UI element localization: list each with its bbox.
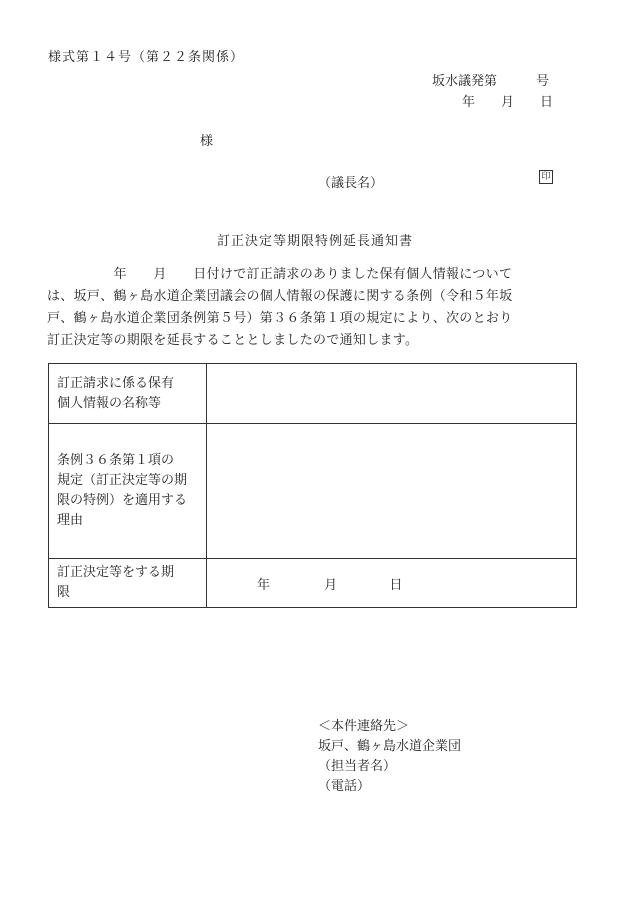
- contact-organization: 坂戸、鶴ヶ島水道企業団: [318, 739, 462, 754]
- contact-heading: ＜本件連絡先＞: [318, 719, 410, 734]
- form-number: 様式第１４号（第２２条関係）: [48, 50, 245, 65]
- chairperson-name: （議長名）: [318, 176, 384, 191]
- document-number: 坂水議発第 号: [432, 74, 550, 89]
- contact-phone: （電話）: [318, 779, 371, 794]
- row-value-reason: [207, 424, 577, 559]
- table-row: [49, 424, 577, 559]
- contact-person: （担当者名）: [318, 759, 397, 774]
- row-value-deadline: [207, 559, 577, 608]
- row-value-info-name: [207, 364, 577, 424]
- seal-mark: 印: [539, 170, 553, 184]
- deadline-year: 年: [257, 577, 271, 593]
- notice-table: [48, 363, 577, 608]
- row-label-deadline: 訂正決定等をする期 限: [49, 559, 207, 608]
- notice-body: 年 月 日付けで訂正請求のありました保有個人情報について は、坂戸、鶴ヶ島水道企業団議会の個人情報の保護に関する条例（令和５年坂 戸、鶴ヶ島水道企業団条例第５号）第３６条第１項の規定により、次のとおり 訂正決定等の期限を延長することとしましたので通知します。: [47, 267, 513, 348]
- document-title: 訂正決定等期限特例延長通知書: [216, 234, 413, 249]
- contact-block: [318, 717, 461, 797]
- row-label-reason: 条例３６条第１項の 規定（訂正決定等の期 限の特例）を適用する 理由: [49, 424, 207, 559]
- deadline-day: 日: [389, 577, 403, 593]
- table-row: [49, 364, 577, 424]
- document-date: 年 月 日: [462, 95, 554, 110]
- table-row: [49, 559, 577, 608]
- row-label-info-name: 訂正請求に係る保有 個人情報の名称等: [49, 364, 207, 424]
- addressee-honorific: 様: [200, 134, 214, 149]
- deadline-month: 月: [324, 577, 338, 593]
